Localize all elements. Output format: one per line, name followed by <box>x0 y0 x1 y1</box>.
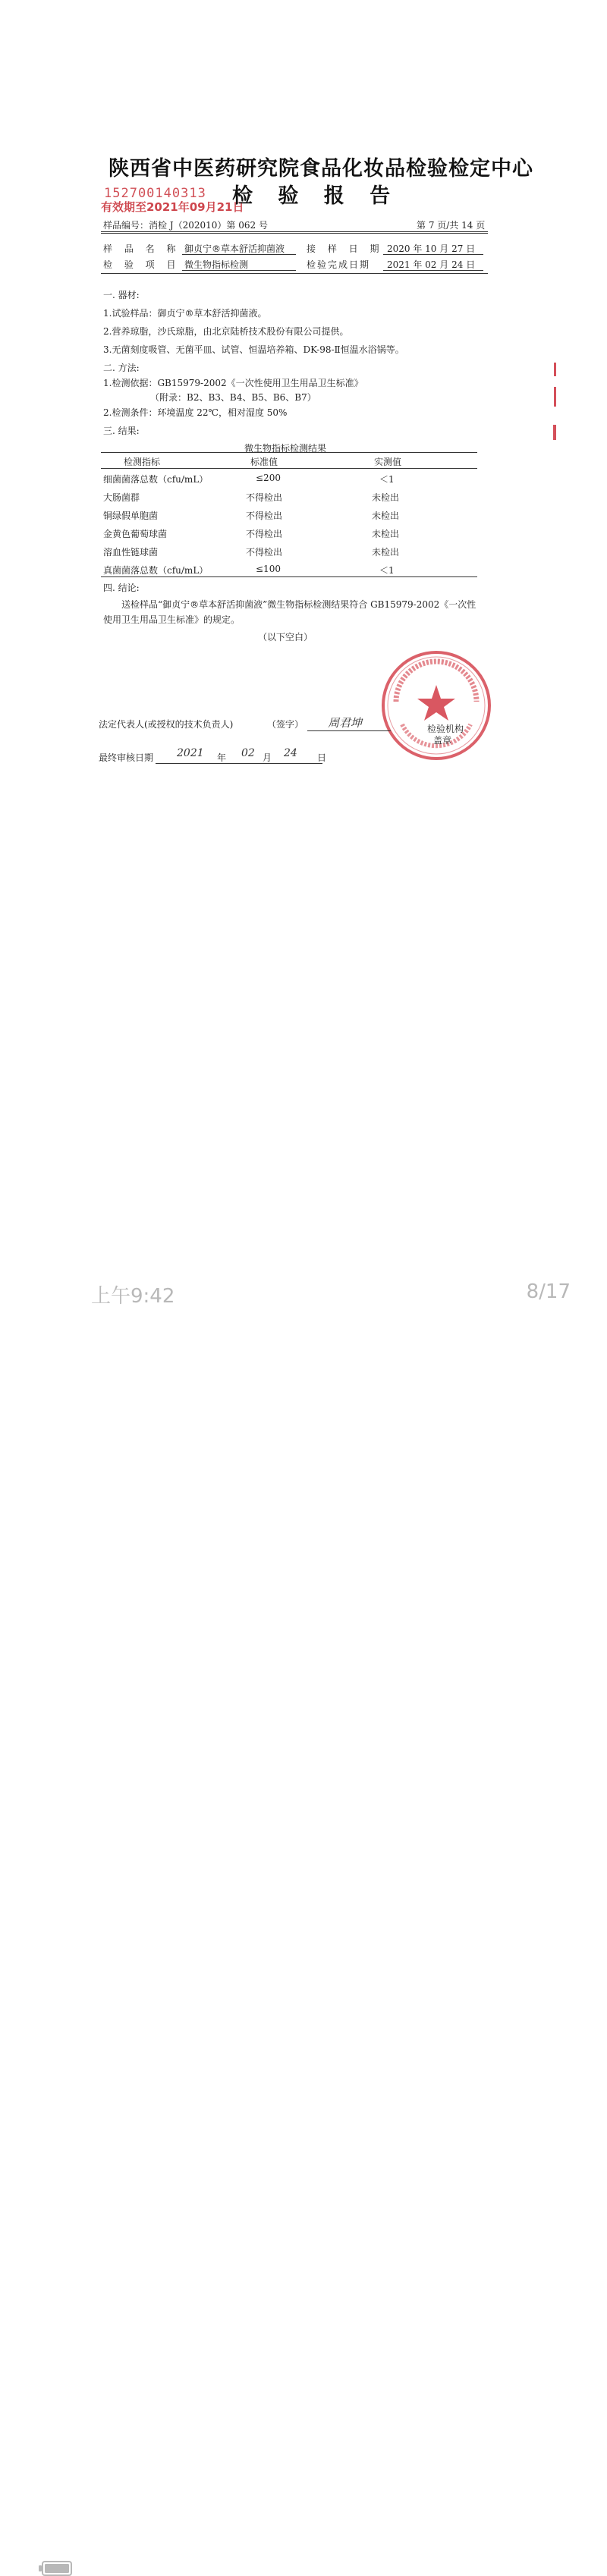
finish-date-label: 检验完成日期 <box>307 259 371 270</box>
table-title: 微生物指标检测结果 <box>244 443 327 454</box>
field-underline <box>182 254 296 255</box>
stamp-validity: 有效期至2021年09月21日 <box>101 200 244 214</box>
equipment-1: 1.试验样品：御贞宁®草本舒活抑菌液。 <box>103 308 267 319</box>
representative-label: 法定代表人(或授权的技术负责人) <box>99 719 234 730</box>
org-seal-label-1: 检验机构 <box>427 724 464 734</box>
row-measured: 未检出 <box>372 510 400 521</box>
section-conclusion: 四. 结论: <box>103 583 140 593</box>
table-header-indicator: 检测指标 <box>124 457 161 467</box>
sign-label: （签字） <box>267 719 304 730</box>
report-title: 检 验 报 告 <box>232 184 400 208</box>
table-header-measured: 实测值 <box>374 457 402 467</box>
row-standard: 不得检出 <box>246 492 283 503</box>
equipment-3: 3.无菌刻度吸管、无菌平皿、试管、恒温培养箱、DK-98-Ⅱ恒温水浴锅等。 <box>103 344 404 355</box>
test-item-value: 微生物指标检测 <box>184 259 249 270</box>
final-month: 02 <box>241 747 255 759</box>
final-year: 2021 <box>177 747 204 759</box>
conclusion-line-2: 使用卫生用品卫生标准》的规定。 <box>103 614 241 625</box>
method-1: 1.检测依据：GB15979-2002《一次性使用卫生用品卫生标准》 <box>103 378 363 388</box>
method-2: 2.检测条件：环境温度 22℃，相对湿度 50% <box>103 407 288 418</box>
header-rule-top <box>101 231 488 232</box>
table-header-standard: 标准值 <box>250 457 278 467</box>
edge-stamp-mark <box>553 425 556 440</box>
header-rule-bottom <box>101 273 488 274</box>
row-standard: ≤200 <box>256 473 281 483</box>
field-underline <box>383 254 483 255</box>
section-method: 二. 方法: <box>103 363 140 373</box>
row-indicator: 铜绿假单胞菌 <box>103 510 159 521</box>
row-indicator: 大肠菌群 <box>103 492 140 503</box>
signature-underline <box>307 730 391 731</box>
edge-stamp-mark <box>554 387 556 407</box>
row-indicator: 真菌菌落总数（cfu/mL） <box>103 565 209 576</box>
test-item-label: 检 验 项 目 <box>103 259 181 270</box>
row-measured: 未检出 <box>372 547 400 558</box>
final-day: 24 <box>284 747 297 759</box>
status-time: 上午9:42 <box>91 1285 175 1308</box>
row-measured: ＜1 <box>379 565 395 576</box>
sample-number: 样品编号：消检 J（202010）第 062 号 <box>103 220 268 231</box>
row-standard: ≤100 <box>256 564 281 574</box>
row-measured: 未检出 <box>372 492 400 503</box>
method-1-appendix: （附录：B2、B3、B4、B5、B6、B7） <box>150 392 316 403</box>
row-standard: 不得检出 <box>246 510 283 521</box>
receive-date-value: 2020 年 10 月 27 日 <box>387 243 476 254</box>
final-date-label: 最终审核日期 <box>99 752 154 763</box>
org-seal-label-2: 盖章 <box>433 735 452 746</box>
table-rule-header <box>101 468 477 469</box>
sample-name-label: 样 品 名 称 <box>103 243 181 254</box>
day-label: 日 <box>317 752 327 763</box>
row-standard: 不得检出 <box>246 547 283 558</box>
sample-name-value: 御贞宁®草本舒活抑菌液 <box>184 243 285 254</box>
table-rule-bottom <box>101 576 477 577</box>
receive-date-label: 接 样 日 期 <box>307 243 384 254</box>
row-indicator: 金黄色葡萄球菌 <box>103 529 168 539</box>
row-indicator: 溶血性链球菌 <box>103 547 159 558</box>
table-rule-top <box>101 452 477 453</box>
field-underline <box>182 270 296 271</box>
row-standard: 不得检出 <box>246 529 283 539</box>
battery-icon <box>38 2561 73 2576</box>
date-underline <box>156 763 322 764</box>
row-indicator: 细菌菌落总数（cfu/mL） <box>103 474 209 485</box>
blank-below-note: （以下空白） <box>258 632 313 642</box>
field-underline <box>383 270 483 271</box>
signature: 周君坤 <box>328 716 363 730</box>
row-measured: ＜1 <box>379 474 395 485</box>
equipment-2: 2.营养琼脂，沙氏琼脂，由北京陆桥技术股份有限公司提供。 <box>103 326 349 337</box>
section-results: 三. 结果: <box>103 426 140 436</box>
institution-name: 陕西省中医药研究院食品化妆品检验检定中心 <box>109 157 533 181</box>
row-measured: 未检出 <box>372 529 400 539</box>
year-label: 年 <box>217 752 227 763</box>
header-rule-top-2 <box>101 233 488 234</box>
section-equipment: 一. 器材: <box>103 290 140 300</box>
page-info: 第 7 页/共 14 页 <box>417 220 486 231</box>
month-label: 月 <box>263 752 272 763</box>
stamp-code: 152700140313 <box>104 186 206 201</box>
conclusion-line-1: 送检样品“御贞宁®草本舒活抑菌液”微生物指标检测结果符合 GB15979-2002《一次性 <box>121 599 476 610</box>
page-indicator: 8/17 <box>526 1280 571 1303</box>
edge-stamp-mark <box>554 363 556 376</box>
finish-date-value: 2021 年 02 月 24 日 <box>387 259 476 270</box>
